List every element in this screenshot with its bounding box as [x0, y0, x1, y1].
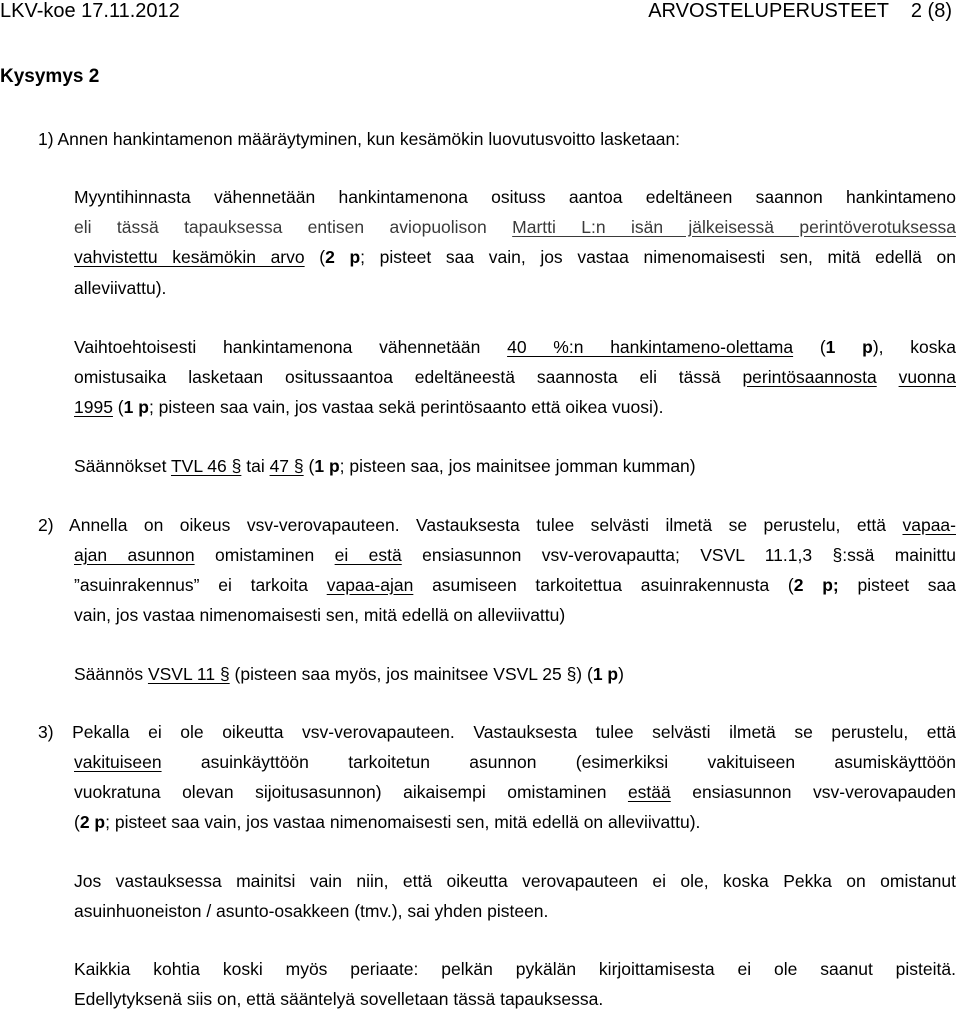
underlined-text: 40 %:n hankintameno-olettama — [507, 337, 794, 357]
text-span: ; pisteen saa, jos mainitsee jomman kumman) — [339, 456, 696, 476]
underlined-text: VSVL 11 § — [147, 664, 230, 684]
text-span: vuokratuna olevan sijoitusasunnon) aikaisempi omistaminen — [74, 782, 628, 802]
text-span — [877, 367, 899, 387]
question-title: Kysymys 2 — [0, 66, 100, 87]
q2-line3 — [74, 574, 956, 596]
q1-heading: 1) Annen hankintamenon määräytyminen, kun kesämökin luovutusvoitto lasketaan: — [38, 129, 681, 149]
text-span: tai — [241, 456, 270, 476]
underlined-text: 1995 — [74, 397, 113, 417]
q1-p1-line4: alleviivattu). — [74, 278, 167, 298]
q1-rules — [74, 455, 696, 477]
text-span: ”asuinrakennus” ei tarkoita — [74, 575, 327, 595]
points: 2 p — [79, 812, 106, 832]
q1-p2-line3 — [74, 396, 664, 418]
header-right: ARVOSTELUPERUSTEET 2 (8) — [648, 0, 952, 22]
q1-p2-line1 — [74, 336, 956, 358]
underlined-text: TVL 46 § — [170, 456, 242, 476]
text-span: ; pisteet saa vain, jos vastaa nimenomaisesti sen, mitä edellä on — [360, 247, 956, 267]
text-span: omistaminen — [194, 545, 335, 565]
q2-line2 — [74, 544, 956, 566]
q2-line4: vain, jos vastaa nimenomaisesti sen, mitä edellä on alleviivattu) — [74, 605, 566, 625]
text-span: ( — [112, 397, 124, 417]
header-left: LKV-koe 17.11.2012 — [0, 0, 180, 22]
q1-p1-line3 — [74, 246, 956, 268]
page-header — [0, 0, 960, 30]
text-span: asumiseen tarkoitettua asuinrakennusta ( — [413, 575, 794, 595]
underlined-text: vapaa-ajan — [326, 575, 414, 595]
q3-line1: 3) Pekalla ei ole oikeutta vsv-verovapauteen. Vastauksesta tulee selvästi ilmetä se perustelu, että — [38, 722, 956, 742]
text-span: ensiasunnon vsv-verovapautta; VSVL 11.1,3 §:ssä mainittu — [401, 545, 956, 565]
text-span: ( — [793, 337, 826, 357]
q3-p3-line2: Edellytyksenä siis on, että sääntelyä sovelletaan tässä tapauksessa. — [74, 989, 604, 1009]
points: 1 p — [825, 337, 873, 357]
text-span: ( — [303, 456, 315, 476]
text-span: ( — [74, 812, 80, 832]
underlined-text: 47 § — [269, 456, 304, 476]
text-span: ; pisteet saa vain, jos vastaa nimenomaisesti sen, mitä edellä on alleviivattu). — [105, 812, 701, 832]
points: 2 p; — [793, 575, 839, 595]
text-span: ensiasunnon vsv-verovapauden — [670, 782, 956, 802]
text-span: ( — [304, 247, 326, 267]
underlined-text: ajan asunnon — [74, 545, 195, 565]
underlined-text: ei estä — [334, 545, 402, 565]
q3-p2-line2: asuinhuoneiston / asunto-osakkeen (tmv.), sai yhden pisteen. — [74, 901, 549, 921]
underlined-text: Martti L:n isän jälkeisessä perintöverotuksessa — [512, 217, 956, 237]
text-span: ) — [618, 664, 624, 684]
q3-line3 — [74, 781, 956, 803]
points: 1 p — [123, 397, 149, 417]
underlined-text: vapaa- — [902, 515, 956, 535]
text-span: Säännökset — [74, 456, 171, 476]
q3-line4 — [74, 811, 700, 833]
text-span: 2) Annella on oikeus vsv-verovapauteen. Vastauksesta tulee selvästi ilmetä se perustelu, että — [38, 515, 903, 535]
text-span: ; pisteen saa vain, jos vastaa sekä perintösaanto että oikea vuosi). — [148, 397, 664, 417]
q3-p2-line1: Jos vastauksessa mainitsi vain niin, että oikeutta verovapauteen ei ole, koska Pekka on omistanut — [74, 871, 956, 891]
underlined-text: vahvistettu kesämökin arvo — [74, 247, 305, 267]
underlined-text: estää — [627, 782, 671, 802]
q1-p1-line1: Myyntihinnasta vähennetään hankintamenona osituss aantoa edeltäneen saannon hankintameno — [74, 187, 956, 207]
text-span: eli tässä tapauksessa entisen aviopuolison — [74, 217, 513, 237]
text-span: pisteet saa — [838, 575, 957, 595]
q1-p1-line2 — [74, 216, 956, 238]
underlined-text: vakituiseen — [74, 752, 162, 772]
q3-line2 — [74, 751, 956, 773]
text-span: ), koska — [872, 337, 956, 357]
points: 1 p — [592, 664, 619, 684]
underlined-text: vuonna — [898, 367, 956, 387]
text-span: Säännös — [74, 664, 148, 684]
q3-p3-line1: Kaikkia kohtia koski myös periaate: pelkän pykälän kirjoittamisesta ei ole saanut pisteitä. — [74, 959, 956, 979]
q2-line1 — [38, 514, 956, 536]
points: 1 p — [314, 456, 340, 476]
q1-p2-line2 — [74, 366, 956, 388]
q2-rule — [74, 663, 624, 685]
text-span: asuinkäyttöön tarkoitetun asunnon (esimerkiksi vakituiseen asumiskäyttöön — [161, 752, 956, 772]
text-span: (pisteen saa myös, jos mainitsee VSVL 25 §) ( — [229, 664, 593, 684]
text-span: Vaihtoehtoisesti hankintamenona vähennetään — [74, 337, 508, 357]
points: 2 p — [325, 247, 361, 267]
text-span: omistusaika lasketaan ositussaantoa edeltäneestä saannosta eli tässä — [74, 367, 743, 387]
underlined-text: perintösaannosta — [742, 367, 877, 387]
